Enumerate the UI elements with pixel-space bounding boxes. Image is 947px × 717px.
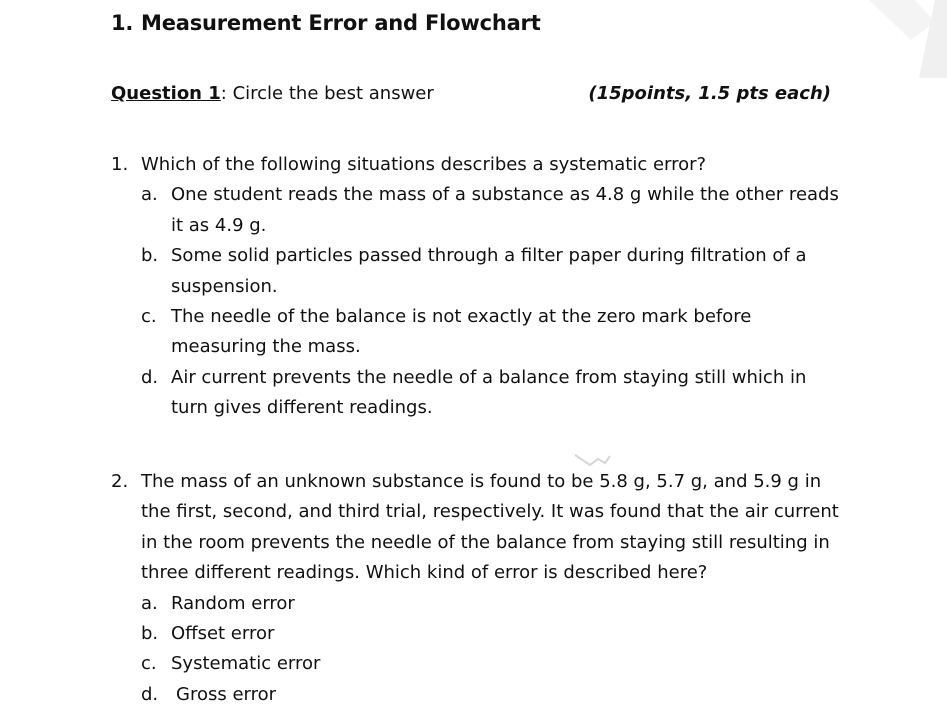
question-label: Question 1	[111, 83, 221, 104]
question-1	[111, 150, 841, 424]
choice-text: Systematic error	[171, 653, 321, 675]
choice-letter: c.	[141, 306, 157, 328]
choice-text: Offset error	[171, 623, 275, 645]
corner-decoration	[827, 0, 947, 90]
choice-letter: d.	[141, 683, 159, 705]
choice-text: Air current prevents the needle of a balance from staying still which in turn gives different readings.	[171, 366, 807, 419]
choice-b[interactable]	[111, 619, 841, 649]
choice-letter: d.	[141, 366, 159, 388]
question-2	[111, 467, 841, 710]
section-title	[111, 11, 541, 35]
choice-c[interactable]	[111, 302, 841, 363]
choice-text: Some solid particles passed through a filter paper during filtration of a suspension.	[171, 245, 807, 297]
section-number: 1.	[111, 11, 134, 35]
question-number: 1.	[111, 154, 129, 175]
choice-letter: b.	[141, 245, 159, 267]
points-note: (15points, 1.5 pts each)	[588, 83, 831, 104]
question-instruction: : Circle the best answer	[220, 83, 434, 104]
choice-d[interactable]	[111, 363, 841, 424]
choice-text: The needle of the balance is not exactly at the zero mark before measuring the mass.	[171, 306, 752, 358]
choice-letter: a.	[141, 592, 158, 614]
answer-choices	[111, 180, 841, 423]
question-text: Which of the following situations describes a systematic error?	[141, 154, 707, 175]
question-stem	[111, 467, 841, 589]
choice-text: One student reads the mass of a substance as 4.8 g while the other reads it as 4.9 g.	[171, 184, 839, 236]
question-number: 2.	[111, 471, 129, 492]
question-header	[111, 83, 831, 104]
choice-text: Gross error	[176, 683, 277, 705]
choice-letter: c.	[141, 653, 157, 675]
choice-b[interactable]	[111, 241, 841, 302]
pen-mark-decoration	[572, 452, 612, 468]
choice-c[interactable]	[111, 649, 841, 679]
answer-choices	[111, 589, 841, 711]
section-title-text: Measurement Error and Flowchart	[141, 11, 541, 35]
choice-text: Random error	[171, 592, 295, 614]
question-stem	[111, 150, 841, 180]
choice-d[interactable]	[111, 680, 841, 710]
question-text: The mass of an unknown substance is found to be 5.8 g, 5.7 g, and 5.9 g in the first, second, and third trial, respectively. It was found that the air current in the room prevents the needle of the balance from staying still resulting in three different readings. Which kind of error is described here?	[141, 471, 839, 584]
choice-letter: b.	[141, 623, 159, 645]
choice-a[interactable]	[111, 589, 841, 619]
choice-letter: a.	[141, 184, 158, 206]
choice-a[interactable]	[111, 180, 841, 241]
